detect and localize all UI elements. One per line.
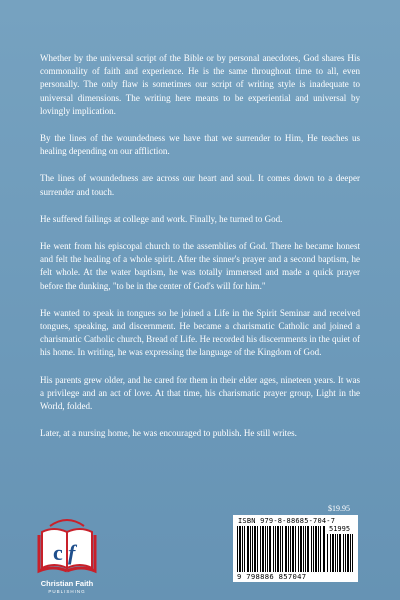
barcode-bar [292, 526, 294, 572]
barcode-bar [260, 526, 261, 572]
svg-text:c: c [53, 540, 63, 565]
barcode-bar [273, 526, 274, 572]
barcode-bars [237, 526, 325, 572]
barcode-bar [298, 526, 299, 572]
paragraph: Later, at a nursing home, he was encouraged to publish. He still writes. [40, 428, 297, 439]
barcode-bar [313, 526, 314, 572]
barcode-bar [332, 534, 334, 572]
paragraph: He went from his episcopal church to the assemblies of God. There he became honest and felt the healing of a whole spirit. After the sinner's prayer and a second baptism, he felt whole. At the water baptism, he was totally immersed and made a quick prayer before the dunking, "to be in the center of God's will for him." [40, 241, 360, 291]
barcode-bar [323, 526, 325, 572]
price-label: $19.95 [328, 504, 350, 513]
paragraph: He wanted to speak in tongues so he joined a Life in the Spirit Seminar and received tongues, speaking, and discernment. He became a charismatic Catholic and joined a charismatic Catholic church, Bread of Life. He recorded his discernments in the quiet of his home. In writing, he was expressing the language of the Kingdom of God. [40, 307, 360, 358]
barcode-bar [254, 526, 256, 572]
paragraph: By the lines of the woundedness we have that we surrender to Him, He teaches us healing depending on our affliction. [40, 133, 360, 157]
barcode-bar [327, 534, 328, 572]
barcode-bar [305, 526, 306, 572]
barcode-bar [318, 526, 319, 572]
barcode-bar [345, 534, 346, 572]
barcode-bar [295, 526, 296, 572]
barcode-bar [269, 526, 271, 572]
barcode-bar [315, 526, 317, 572]
barcode-bar [320, 526, 321, 572]
barcode-bar [275, 526, 276, 572]
barcode-bar [277, 526, 279, 572]
paragraph: Whether by the universal script of the Bible or by personal anecdotes, God shares His commonality of faith and experience. He is the same throughout time to all, even personally. The only flaw is sometimes our script of writing style is inadequate to universal dimensions. The writing here means to be experiential and universal by lovingly implication. [40, 53, 360, 116]
publisher-logo [36, 510, 98, 590]
paragraph: The lines of woundedness are across our heart and soul. It comes down to a deeper surrender and touch. [40, 173, 360, 197]
publisher-tagline: PUBLISHING [48, 589, 86, 594]
barcode-bar [335, 534, 336, 572]
paragraph: He suffered failings at college and work. Finally, he turned to God. [40, 213, 283, 224]
barcode-bar [307, 526, 309, 572]
blurb-text [40, 52, 360, 454]
barcode-bar [242, 526, 243, 572]
barcode-bar [337, 534, 338, 572]
barcode-bar [285, 526, 287, 572]
publisher-name: Christian Faith [40, 579, 94, 588]
svg-text:f: f [68, 540, 76, 565]
barcode-bar [288, 526, 289, 572]
barcode-bar [352, 534, 353, 572]
barcode-bar [300, 526, 302, 572]
barcode-bar [237, 526, 238, 572]
barcode-number: 9 798886 857047 [237, 572, 307, 581]
barcode-bar [250, 526, 251, 572]
barcode [233, 515, 358, 582]
barcode-bar [267, 526, 268, 572]
barcode-bar [311, 526, 312, 572]
barcode-bar [339, 534, 341, 572]
barcode-bar [330, 534, 331, 572]
barcode-bar [244, 526, 245, 572]
barcode-bar [282, 526, 283, 572]
barcode-addon-bars [327, 534, 355, 572]
isbn-label: ISBN 979-8-88685-704-7 [238, 517, 336, 525]
barcode-bar [290, 526, 291, 572]
barcode-addon-number: 51995 [329, 525, 351, 533]
barcode-bar [347, 534, 349, 572]
barcode-bar [247, 526, 249, 572]
barcode-bar [252, 526, 253, 572]
barcode-bar [257, 526, 258, 572]
barcode-bar [280, 526, 281, 572]
barcode-bar [343, 534, 344, 572]
barcode-bar [303, 526, 304, 572]
book-cf-icon [36, 510, 98, 578]
barcode-bar [350, 534, 351, 572]
barcode-bar [265, 526, 266, 572]
barcode-bar [262, 526, 264, 572]
barcode-bar [239, 526, 241, 572]
paragraph: His parents grew older, and he cared for them in their elder ages, nineteen years. It was a privilege and an act of love. At that time, his charismatic prayer group, Light in the World, folded. [40, 374, 360, 412]
